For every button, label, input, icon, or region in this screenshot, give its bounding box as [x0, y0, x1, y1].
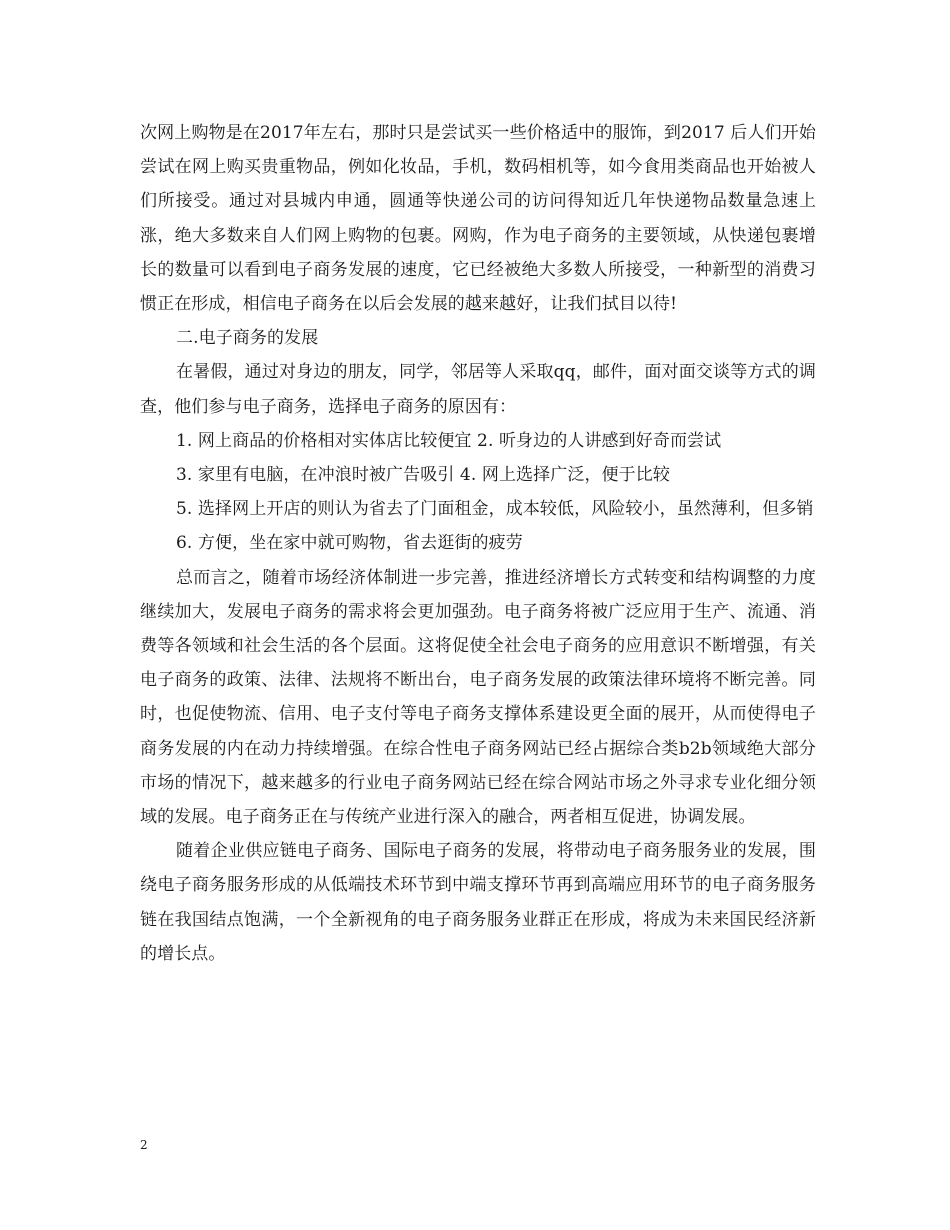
list-item-reasons-3-4: 3. 家里有电脑，在冲浪时被广告吸引 4. 网上选择广泛，便于比较 — [176, 465, 670, 486]
list-item-reasons-1-2: 1. 网上商品的价格相对实体店比较便宜 2. 听身边的人讲感到好奇而尝试 — [176, 430, 722, 451]
page-number: 2 — [140, 1138, 148, 1152]
list-item-reason-6: 6. 方便，坐在家中就可购物，省去逛街的疲劳 — [176, 533, 523, 554]
paragraph-summary: 总而言之，随着市场经济体制进一步完善，推进经济增长方式转变和结构调整的力度继续加大，发展电子商务的需求将会更加强劲。电子商务将被广泛应用于生产、流通、消费等各领域和社会生活的各个层面。这将促使全社会电子商务的应用意识不断增强，有关电子商务的政策、法律、法规将不断出台，电子商务发展的政策法律环境将不断完善。同时，也促使物流、信用、电子支付等电子商务支撑体系建设更全面的展开，从而使得电子商务发展的内在动力持续增强。在综合性电子商务网站已经占据综合类b2b领域绝大部分市场的情况下，越来越多的行业电子商务网站已经在综合网站市场之外寻求专业化细分领域的发展。电子商务正在与传统产业进行深入的融合，两者相互促进，协调发展。 — [140, 567, 816, 828]
paragraph-intro: 次网上购物是在2017年左右，那时只是尝试买一些价格适中的服饰，到2017 后人们开始尝试在网上购买贵重物品，例如化妆品，手机，数码相机等，如今食用类商品也开始被人们所接受。通过对县城内申通，圆通等快递公司的访问得知近几年快递物品数量急速上涨，绝大多数来自人们网上购物的包裹。网购，作为电子商务的主要领域，从快递包裹增长的数量可以看到电子商务发展的速度，它已经被绝大多数人所接受，一种新型的消费习惯正在形成，相信电子商务在以后会发展的越来越好，让我们拭目以待! — [140, 123, 816, 315]
document-body — [140, 116, 816, 971]
paragraph-survey: 在暑假，通过对身边的朋友，同学，邻居等人采取qq，邮件，面对面交谈等方式的调查，他们参与电子商务，选择电子商务的原因有： — [140, 362, 816, 417]
paragraph-conclusion: 随着企业供应链电子商务、国际电子商务的发展，将带动电子商务服务业的发展，围绕电子商务服务形成的从低端技术环节到中端支撑环节再到高端应用环节的电子商务服务链在我国结点饱满，一个全新视角的电子商务服务业群正在形成，将成为未来国民经济新的增长点。 — [140, 841, 816, 964]
section-heading: 二.电子商务的发展 — [176, 328, 319, 349]
list-item-reason-5: 5. 选择网上开店的则认为省去了门面租金，成本较低，风险较小，虽然薄利，但多销 — [176, 499, 814, 520]
